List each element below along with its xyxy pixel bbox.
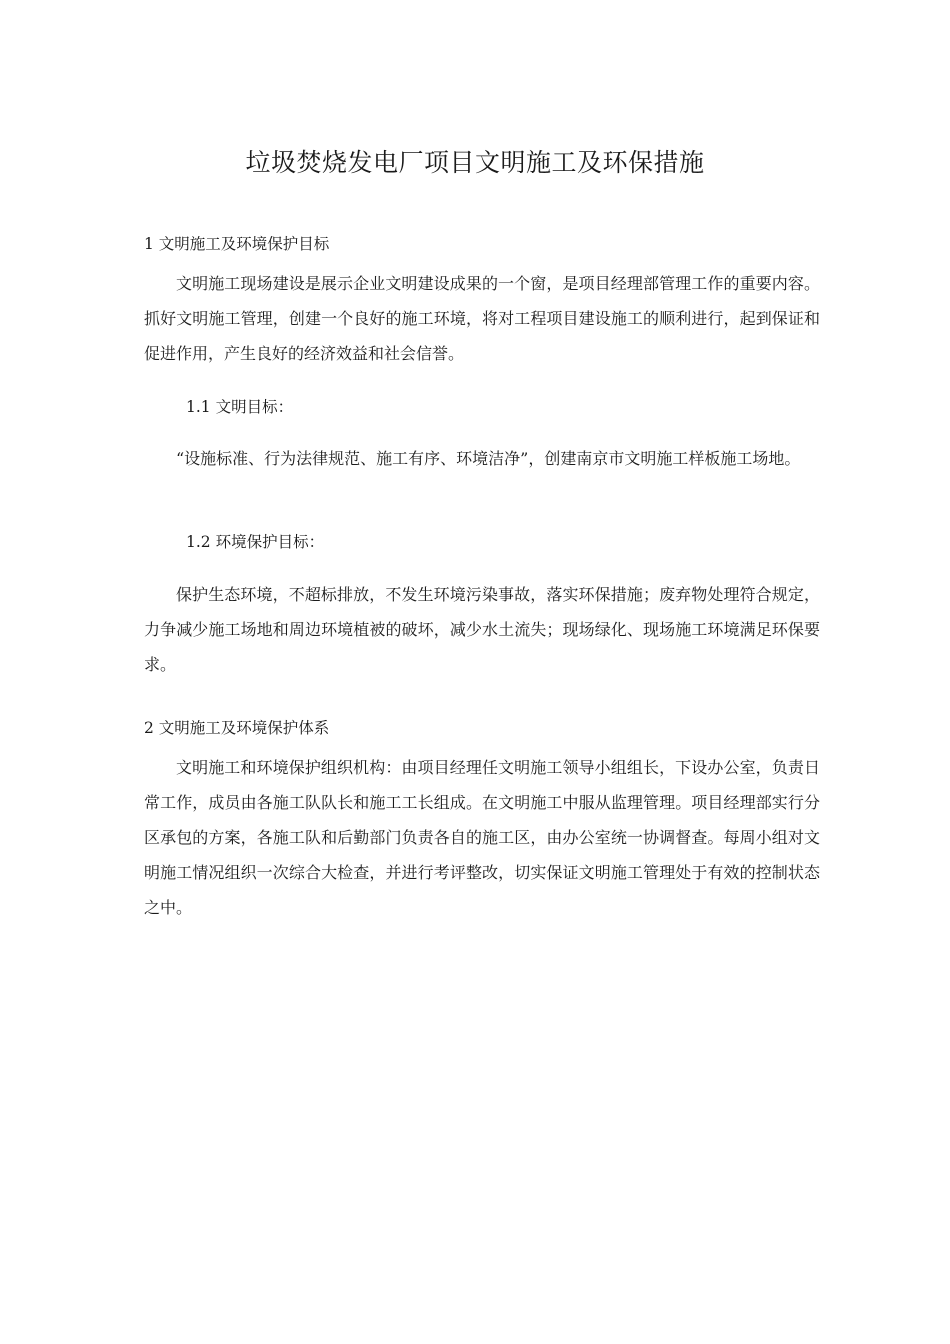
section-1-intro-paragraph: 文明施工现场建设是展示企业文明建设成果的一个窗，是项目经理部管理工作的重要内容。抓好文明施工管理，创建一个良好的施工环境，将对工程项目建设施工的顺利进行，起到保证和促进作用，产生良好的经济效益和社会信誉。	[144, 274, 820, 363]
section-1-heading: 1 文明施工及环境保护目标	[144, 235, 330, 253]
subsection-1-2-paragraph: 保护生态环境，不超标排放，不发生环境污染事故，落实环保措施；废弃物处理符合规定，力争减少施工场地和周边环境植被的破坏，减少水土流失；现场绿化、现场施工环境满足环保要求。	[144, 585, 820, 674]
section-2-paragraph: 文明施工和环境保护组织机构：由项目经理任文明施工领导小组组长，下设办公室，负责日常工作，成员由各施工队队长和施工工长组成。在文明施工中服从监理管理。项目经理部实行分区承包的方案，各施工队和后勤部门负责各自的施工区，由办公室统一协调督查。每周小组对文明施工情况组织一次综合大检查，并进行考评整改，切实保证文明施工管理处于有效的控制状态之中。	[144, 758, 820, 917]
document-title: 垃圾焚烧发电厂项目文明施工及环保措施	[245, 148, 705, 177]
subsection-1-1-paragraph: “设施标准、行为法律规范、施工有序、环境洁净”，创建南京市文明施工样板施工场地。	[176, 449, 801, 468]
subsection-1-2-heading: 1.2 环境保护目标：	[186, 533, 325, 551]
section-2-heading: 2 文明施工及环境保护体系	[144, 719, 330, 737]
subsection-1-1-heading: 1.1 文明目标：	[186, 398, 294, 416]
